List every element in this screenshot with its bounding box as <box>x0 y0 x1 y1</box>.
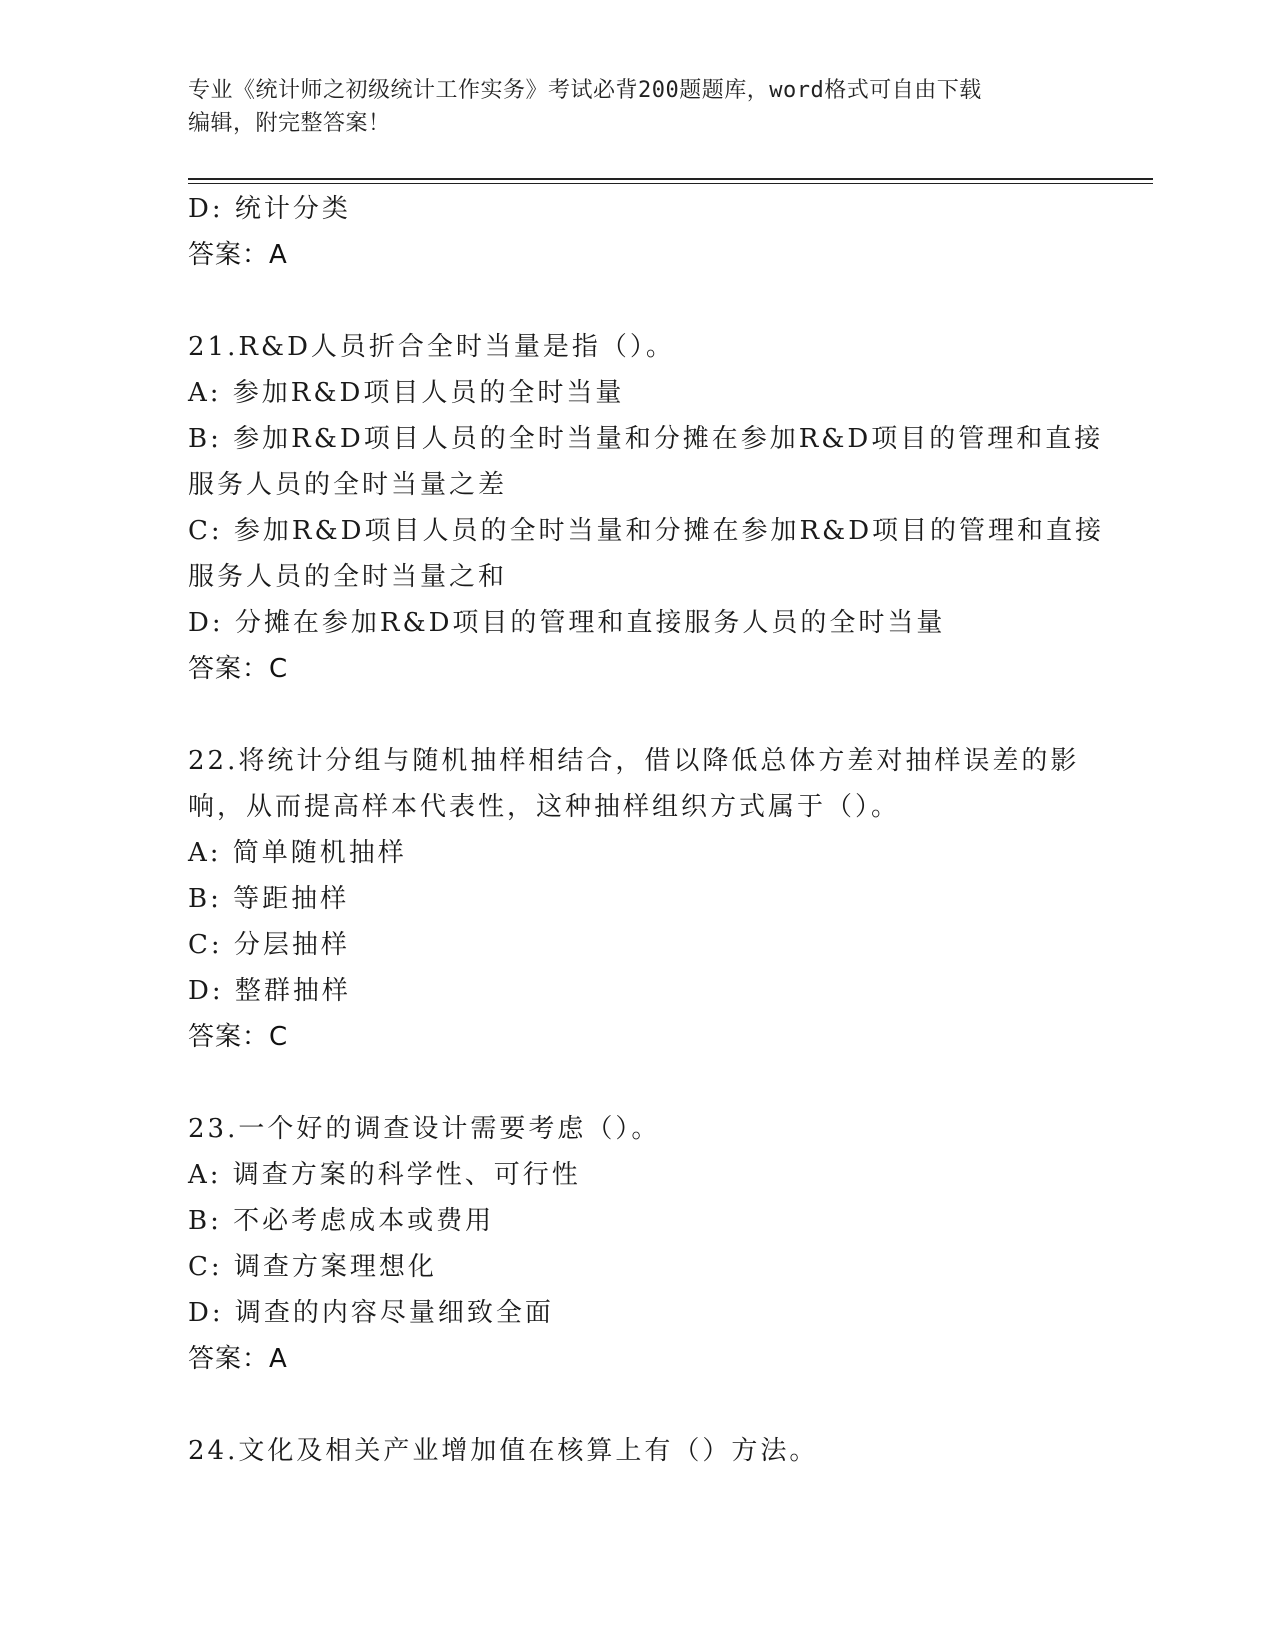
question-stem: 21.R&D人员折合全时当量是指（）。 <box>188 332 675 362</box>
option-c: C: 参加R&D项目人员的全时当量和分摊在参加R&D项目的管理和直接 <box>188 516 1105 546</box>
option-a: A: 调查方案的科学性、可行性 <box>188 1160 581 1190</box>
option-d: D: 分摊在参加R&D项目的管理和直接服务人员的全时当量 <box>188 608 946 638</box>
header-divider-thick <box>188 178 1153 180</box>
question-stem: 23.一个好的调查设计需要考虑（）。 <box>188 1114 661 1144</box>
question-21 <box>188 324 1105 692</box>
option-b: B: 不必考虑成本或费用 <box>188 1206 495 1236</box>
header-divider-thin <box>188 183 1153 184</box>
option-b-continued: 服务人员的全时当量之差 <box>188 470 508 500</box>
answer: 答案：C <box>188 1022 289 1052</box>
option-a: A: 参加R&D项目人员的全时当量 <box>188 378 625 408</box>
question-stem-continued: 响，从而提高样本代表性，这种抽样组织方式属于（）。 <box>188 792 901 822</box>
option-d: D: 整群抽样 <box>188 976 351 1006</box>
option-b: B: 参加R&D项目人员的全时当量和分摊在参加R&D项目的管理和直接 <box>188 424 1104 454</box>
option-a: A: 简单随机抽样 <box>188 838 407 868</box>
question-24 <box>188 1428 1088 1474</box>
question-stem: 24.文化及相关产业增加值在核算上有（）方法。 <box>188 1436 819 1466</box>
answer: 答案：A <box>188 1344 288 1374</box>
header-title-line-2: 编辑，附完整答案！ <box>188 111 391 136</box>
option-c: C: 分层抽样 <box>188 930 350 960</box>
header-title-line-1: 专业《统计师之初级统计工作实务》考试必背200题题库，word格式可自由下载 <box>188 78 982 103</box>
document-header <box>188 74 1088 140</box>
question-stem: 22.将统计分组与随机抽样相结合，借以降低总体方差对抽样误差的影 <box>188 746 1080 776</box>
option-d: D: 调查的内容尽量细致全面 <box>188 1298 554 1328</box>
option-c-continued: 服务人员的全时当量之和 <box>188 562 508 592</box>
question-23 <box>188 1106 1088 1382</box>
question-22 <box>188 738 1088 1060</box>
question-list <box>188 186 1105 1474</box>
option-b: B: 等距抽样 <box>188 884 350 914</box>
carryover-option-d: D: 统计分类 <box>188 194 351 224</box>
answer: 答案：C <box>188 654 289 684</box>
option-c: C: 调查方案理想化 <box>188 1252 437 1282</box>
carryover-answer: 答案：A <box>188 240 288 270</box>
